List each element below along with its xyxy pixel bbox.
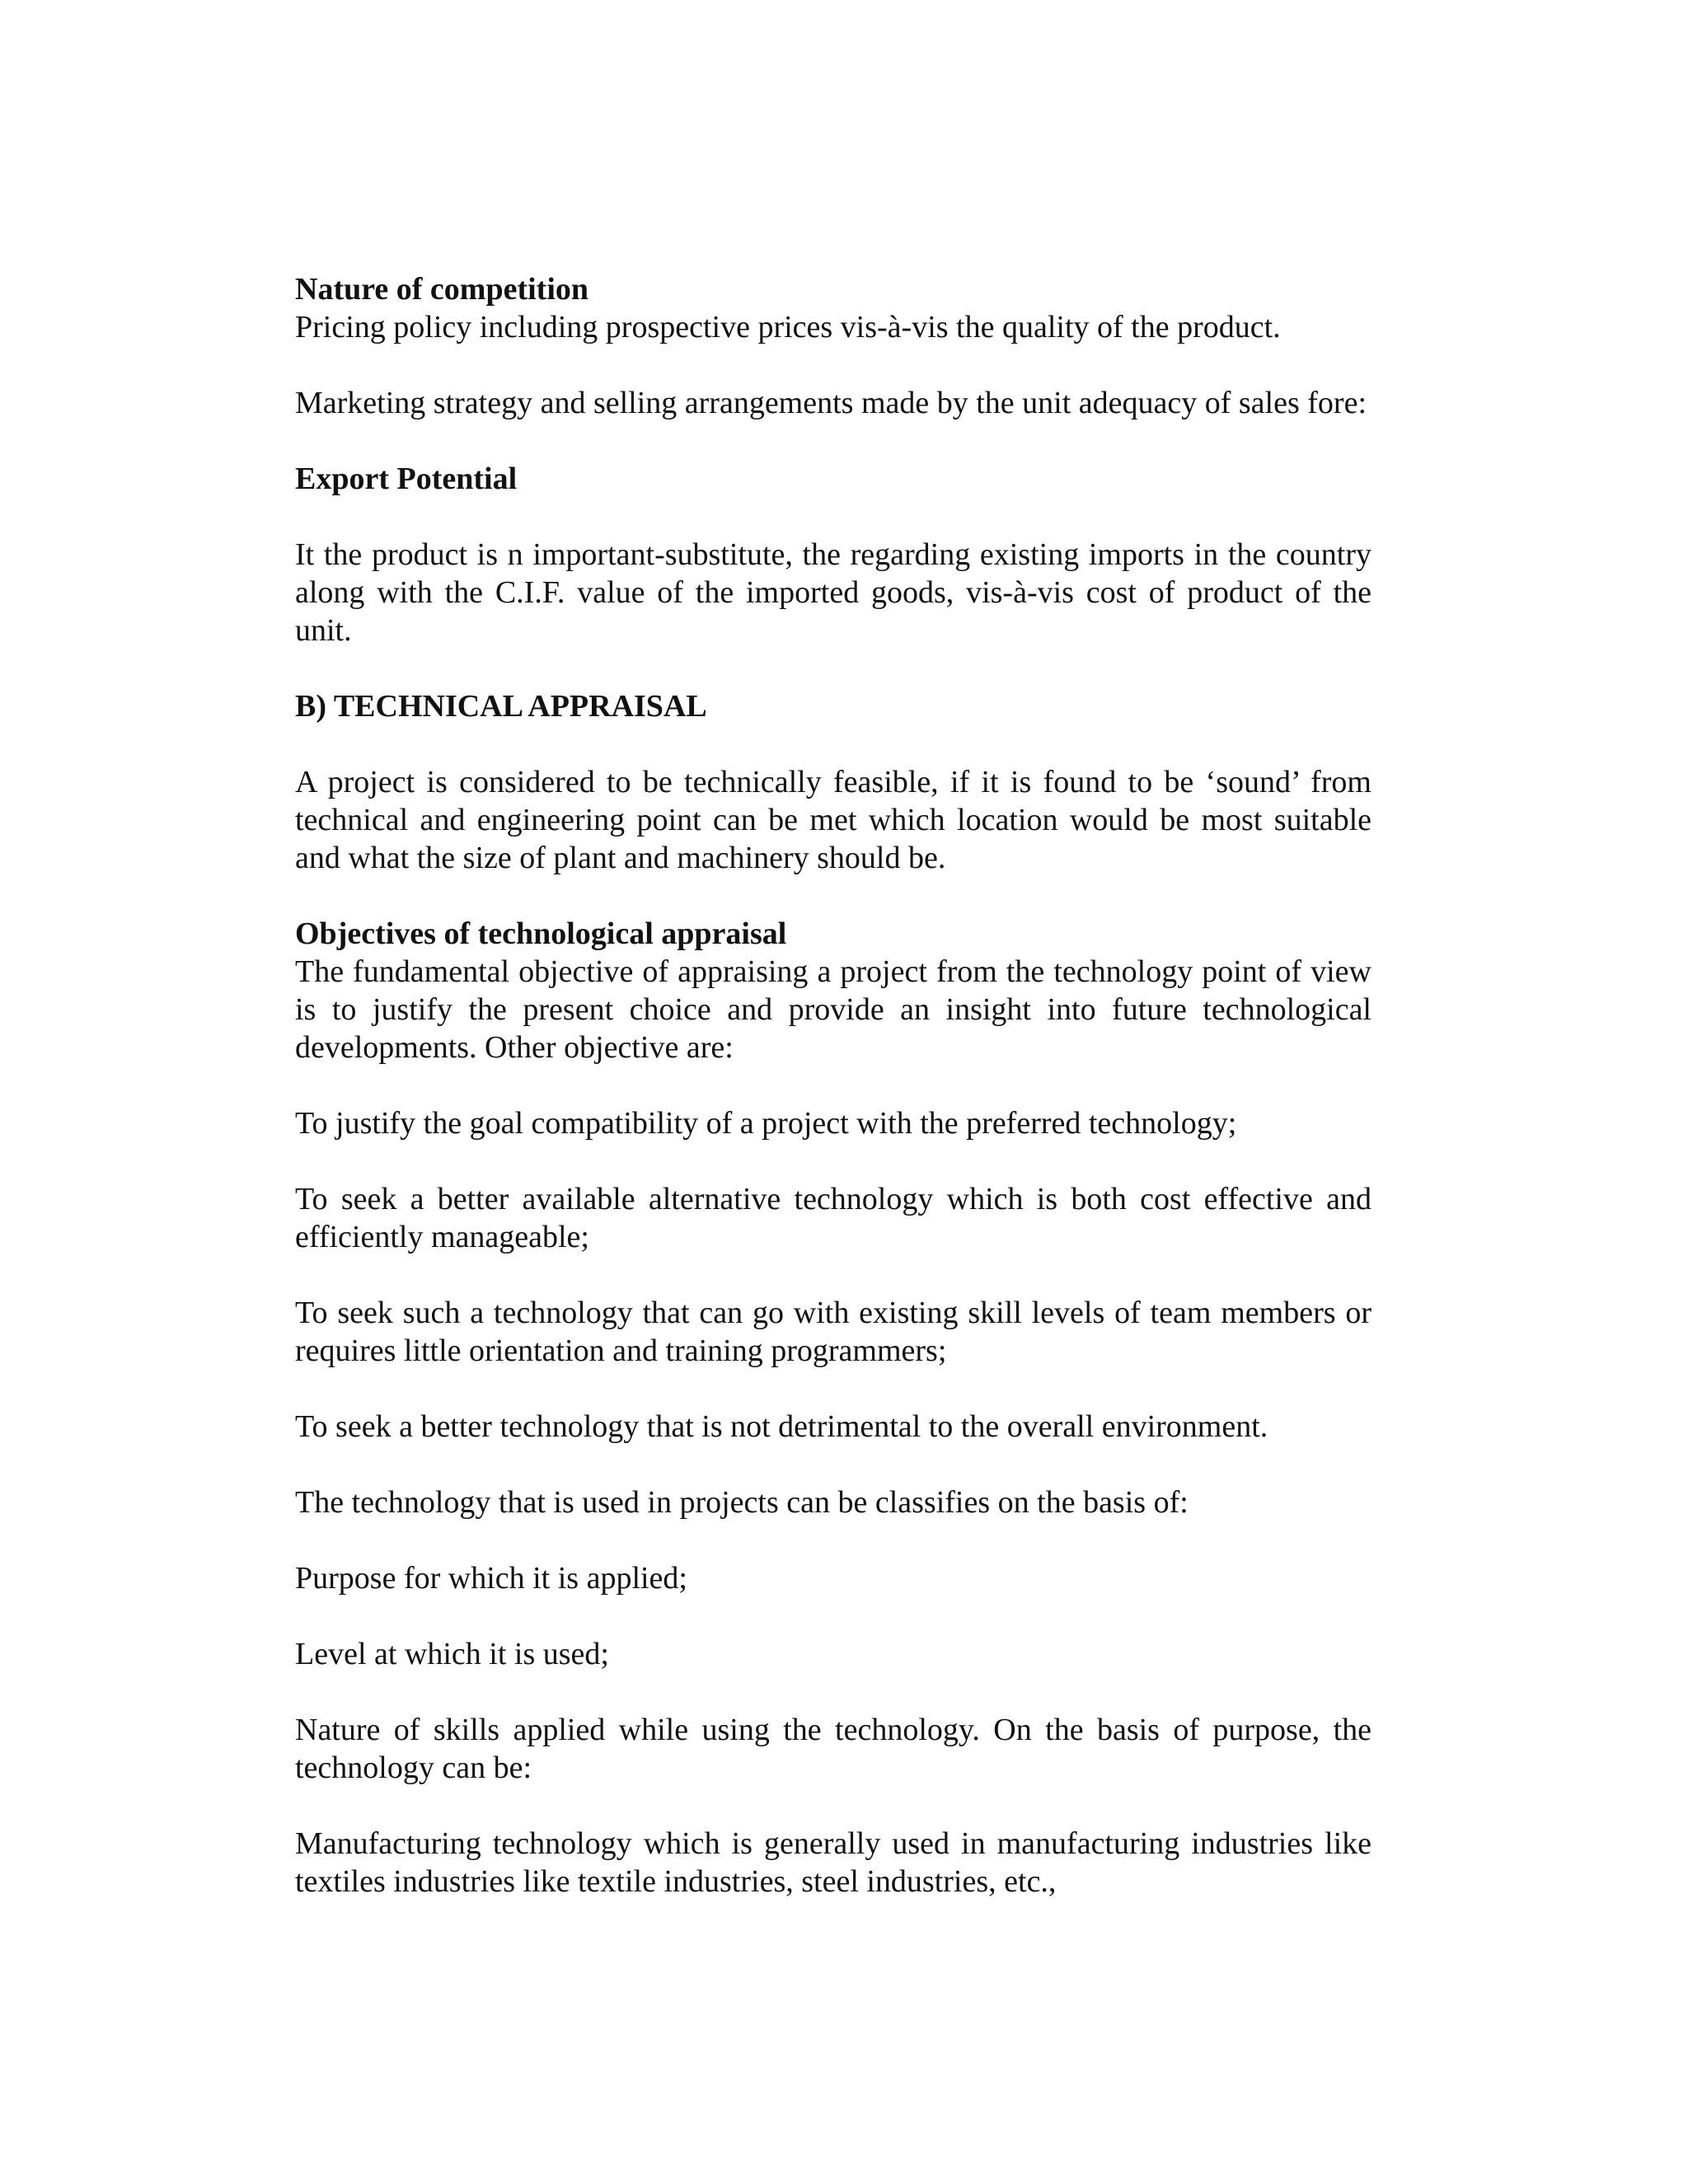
paragraph-marketing-strategy: Marketing strategy and selling arrangements made by the unit adequacy of sales fore: <box>295 386 1367 420</box>
heading-export-potential: Export Potential <box>295 462 518 496</box>
paragraph-nature-of-skills: Nature of skills applied while using the technology. On the basis of purpose, the technology can be: <box>295 1713 1372 1785</box>
paragraph-technical-feasibility: A project is considered to be technically feasible, if it is found to be ‘sound’ from technical and engineering point can be met which location would be most suitable and what the size of plant and machinery should be. <box>295 765 1372 875</box>
paragraph-purpose: Purpose for which it is applied; <box>295 1561 687 1596</box>
paragraph-goal-compatibility: To justify the goal compatibility of a project with the preferred technology; <box>295 1106 1237 1141</box>
paragraph-skill-levels: To seek such a technology that can go with existing skill levels of team members or requires little orientation and training programmers; <box>295 1296 1372 1368</box>
paragraph-manufacturing-technology: Manufacturing technology which is generally used in manufacturing industries like textiles industries like textile industries, steel industries, etc., <box>295 1826 1372 1899</box>
document-body <box>295 270 1372 1900</box>
heading-objectives: Objectives of technological appraisal <box>295 916 787 951</box>
paragraph-level: Level at which it is used; <box>295 1637 609 1671</box>
heading-nature-of-competition: Nature of competition <box>295 272 589 307</box>
paragraph-export-potential: It the product is n important-substitute, the regarding existing imports in the country along with the C.I.F. value of the imported goods, vis-à-vis cost of product of the unit. <box>295 537 1372 648</box>
paragraph-classification-basis: The technology that is used in projects can be classifies on the basis of: <box>295 1485 1189 1520</box>
paragraph-alternative-technology: To seek a better available alternative technology which is both cost effective and efficiently manageable; <box>295 1182 1372 1254</box>
paragraph-environment: To seek a better technology that is not detrimental to the overall environment. <box>295 1409 1268 1444</box>
heading-technical-appraisal: B) TECHNICAL APPRAISAL <box>295 689 707 724</box>
paragraph-pricing-policy: Pricing policy including prospective prices vis-à-vis the quality of the product. <box>295 310 1281 344</box>
paragraph-objectives: The fundamental objective of appraising a project from the technology point of view is to justify the present choice and provide an insight into future technological developments. Other objective are: <box>295 954 1372 1065</box>
